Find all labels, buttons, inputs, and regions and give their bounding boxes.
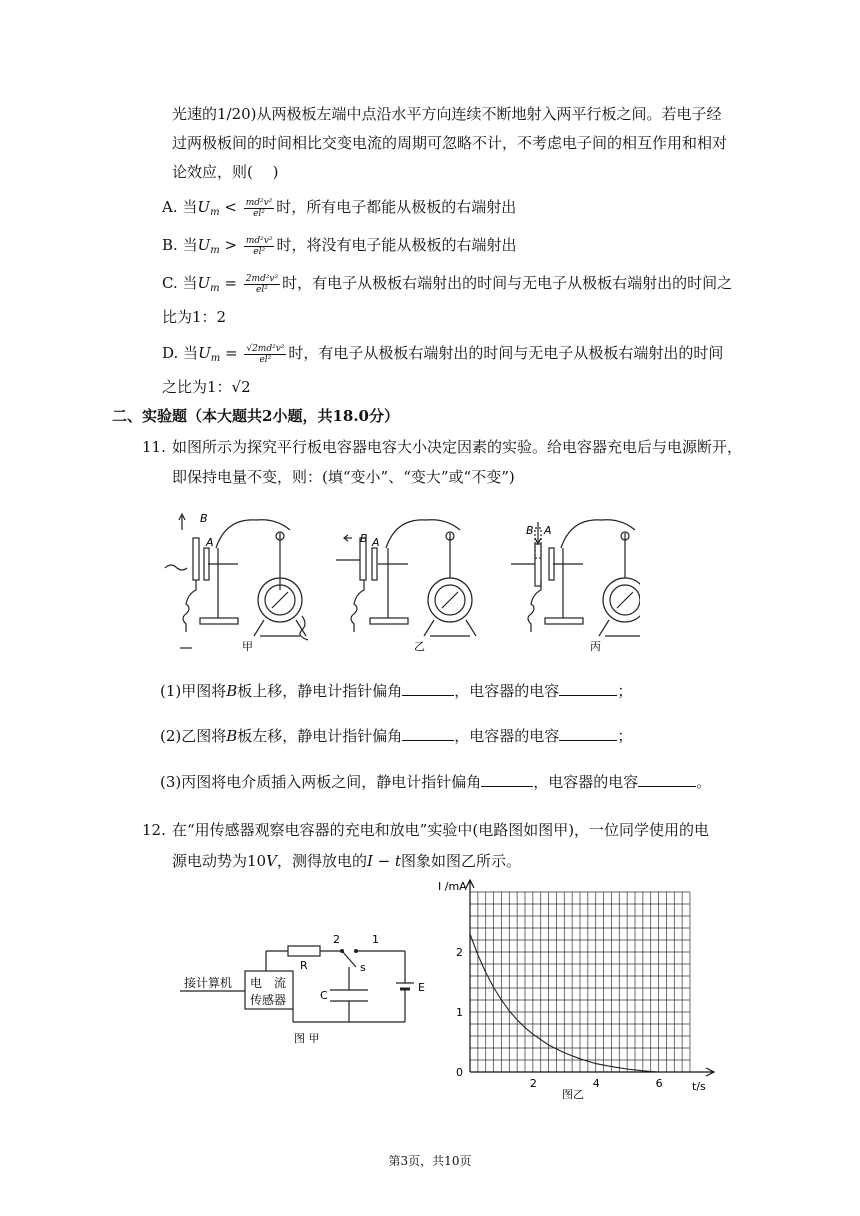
answer-blank[interactable] — [559, 726, 617, 741]
subquestion-2: (2)乙图将B板左移，静电计指针偏角 ，电容器的电容 ； — [160, 727, 633, 745]
label-sensor-2: 传感器 — [250, 993, 287, 1007]
option-a: A. 当$U_m$ < $\frac{\text{md²v²}}{\text{el²}}$ 时，所有电子都能从极板的右端射出 — [162, 197, 517, 219]
y-tick-label: 2 — [456, 946, 463, 959]
x-tick-label: 2 — [529, 1077, 537, 1090]
stem-line: 过两极板间的时间相比交变电流的周期可忽略不计，不考虑电子间的相互作用和相对 — [172, 134, 728, 152]
stem-line: 论效应，则( ) — [172, 163, 279, 181]
label-1: 1 — [372, 933, 379, 946]
label-sensor-1: 电 流 — [250, 976, 287, 990]
page-footer: 第3页，共10页 — [388, 1154, 472, 1168]
question-text: 如图所示为探究平行板电容器电容大小决定因素的实验。给电容器充电后与电源断开， — [172, 438, 743, 456]
caption-bing: 丙 — [590, 640, 601, 653]
answer-blank[interactable] — [402, 681, 454, 696]
chart-caption: 图乙 — [562, 1088, 584, 1101]
question-text: 在“用传感器观察电容器的充电和放电”实验中(电路图如图甲)，一位同学使用的电 — [172, 821, 710, 839]
y-tick-label: 1 — [456, 1006, 463, 1019]
discharge-chart — [430, 878, 730, 1103]
section-heading: 二、实验题（本大题共2小题，共18.0分） — [112, 407, 399, 425]
question-text: 源电动势为10V，测得放电的I − t图象如图乙所示。 — [172, 852, 522, 870]
answer-blank[interactable] — [402, 726, 454, 741]
label-c: C — [320, 989, 328, 1002]
setup-jia — [165, 514, 308, 648]
option-b: B. 当$U_m$ > $\frac{\text{md²v²}}{\text{el²}}$ 时，将没有电子能从极板的右端射出 — [162, 235, 517, 257]
subquestion-1: (1)甲图将B板上移，静电计指针偏角 ，电容器的电容 ； — [160, 682, 633, 700]
label-e: E — [418, 981, 425, 994]
setup-bing — [511, 520, 640, 636]
question-number: 11. — [142, 438, 166, 456]
answer-blank[interactable] — [481, 772, 533, 787]
option-c-line2: 比为1：2 — [162, 308, 227, 326]
label-s: s — [360, 961, 366, 974]
caption-jia: 甲 — [242, 640, 253, 653]
label-a: A — [544, 524, 552, 537]
label-a: A — [372, 536, 380, 549]
label-computer: 接计算机 — [184, 976, 233, 990]
x-tick-label: 6 — [655, 1077, 663, 1090]
y-axis-label: I /mA — [438, 880, 467, 893]
answer-blank[interactable] — [638, 772, 696, 787]
question-number: 12. — [142, 821, 166, 839]
label-b: B — [200, 512, 208, 525]
chart-grid — [470, 892, 690, 1072]
stem-line: 光速的1/20)从两极板左端中点沿水平方向连续不断地射入两平行板之间。若电子经 — [172, 105, 722, 123]
capacitor-experiment-figure — [160, 508, 640, 658]
caption-jia: 图 甲 — [294, 1032, 320, 1045]
label-b: B — [360, 532, 368, 545]
caption-yi: 乙 — [414, 640, 425, 653]
label-a: A — [206, 536, 214, 549]
answer-blank[interactable] — [559, 681, 617, 696]
label-2: 2 — [333, 933, 340, 946]
subquestion-3: (3)丙图将电介质插入两板之间，静电计指针偏角 ，电容器的电容 。 — [160, 773, 712, 791]
option-c: C. 当$U_m$ = $\frac{\text{2md²v²}}{\text{el²}}$ 时，有电子从极板右端射出的时间与无电子从极板右端射出的时间之 — [162, 273, 733, 295]
x-tick-label: 4 — [592, 1077, 600, 1090]
y-tick-label: 0 — [456, 1066, 463, 1079]
label-r: R — [300, 959, 308, 972]
setup-yi — [336, 520, 476, 636]
option-d: D. 当$U_m$ = $\frac{\text{√2md²v²}}{\text{el²}}$ 时，有电子从极板右端射出的时间与无电子从极板右端射出的时间 — [162, 343, 724, 365]
circuit-diagram — [170, 925, 440, 1050]
x-axis-label: t/s — [692, 1080, 706, 1093]
question-text: 即保持电量不变，则：(填“变小”、“变大”或“不变”) — [172, 468, 515, 486]
option-d-line2: 之比为1：√2 — [162, 378, 251, 396]
label-b: B — [526, 524, 534, 537]
